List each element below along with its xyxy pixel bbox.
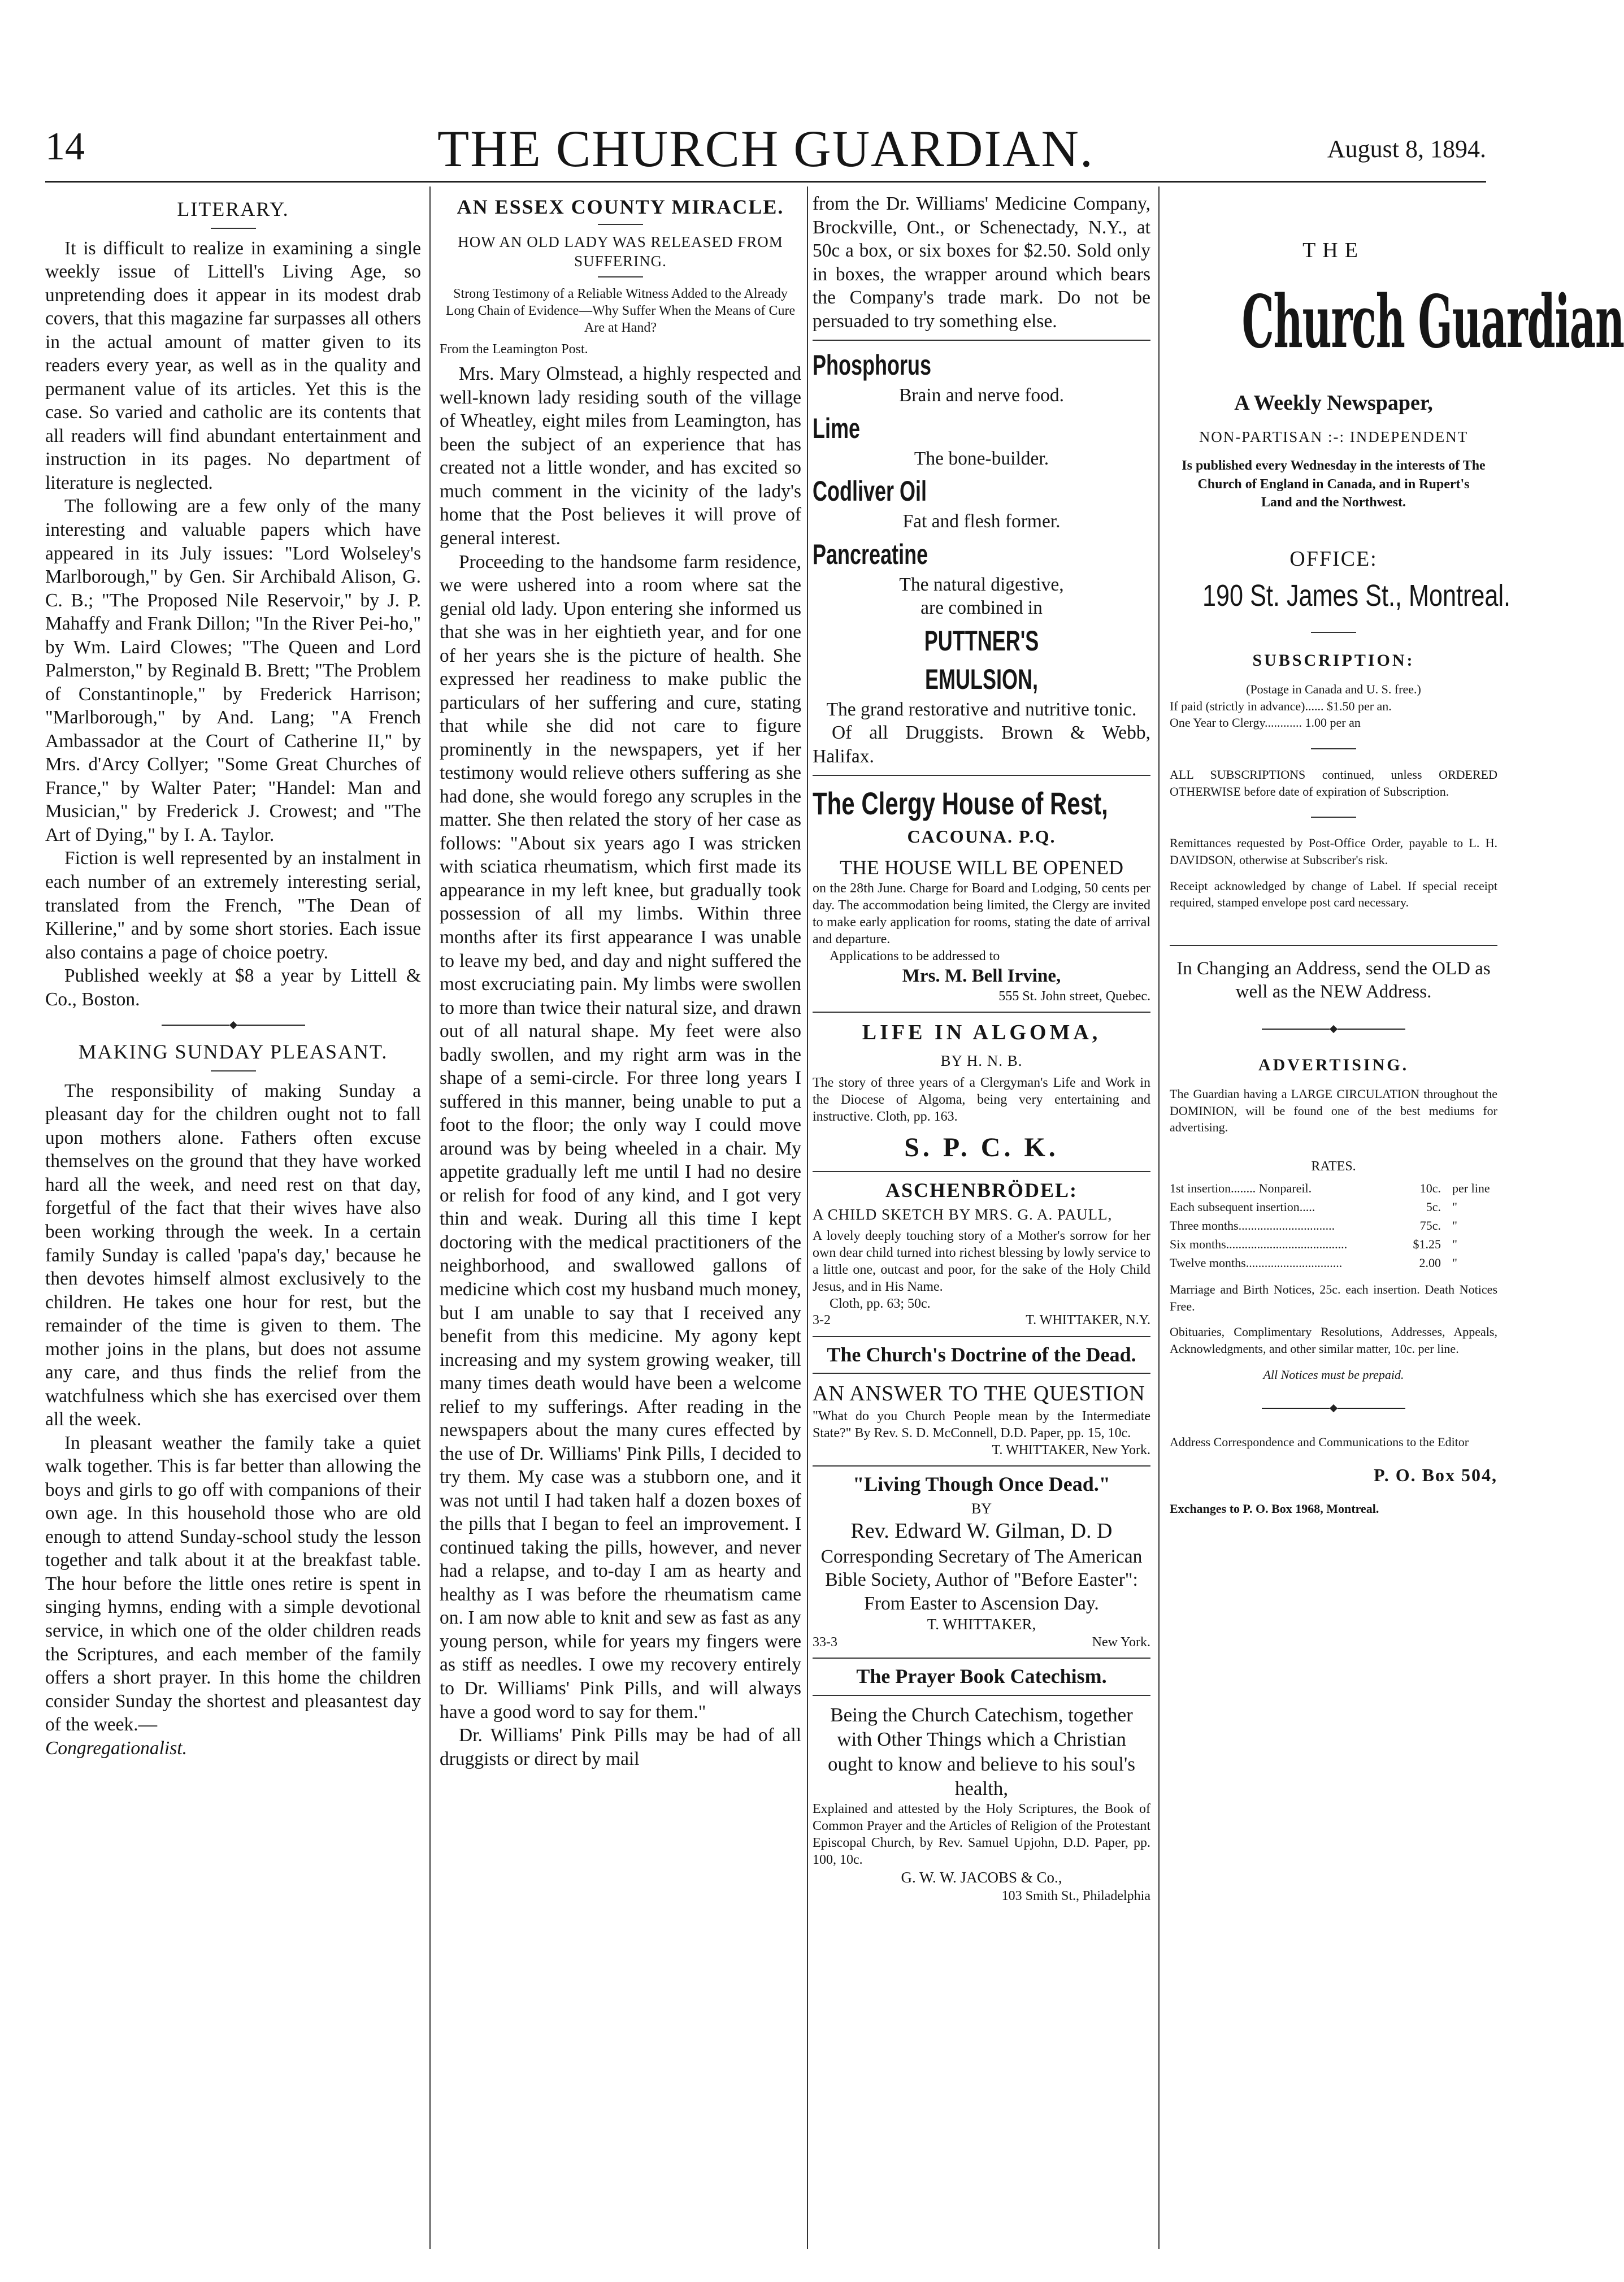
prayer-book-details: Explained and attested by the Holy Scriptures, the Book of Common Prayer and the Articles of Religion of the Protestant Episcopal Church, by Rev. Samuel Upjohn, D.D. Paper, pp. 100, 10c. — [813, 1802, 1150, 1868]
prayer-book-address: 103 Smith St., Philadelphia — [1001, 1888, 1150, 1903]
rates-table — [1170, 1179, 1497, 1272]
living-publisher: T. WHITTAKER, — [927, 1616, 1036, 1633]
section-title-literary: LITERARY. — [177, 198, 289, 220]
subscription-continuation: ALL SUBSCRIPTIONS continued, unless ORDERED OTHERWISE before date of expiration of Subscription. — [1170, 767, 1497, 799]
ad-text: The grand restorative and nutritive tonic. — [826, 699, 1137, 720]
ad-text: Of all Druggists. Brown & Webb, Halifax. — [813, 722, 1150, 767]
divider — [813, 1373, 1150, 1374]
ad-text: The natural digestive, — [899, 574, 1064, 595]
ornament-divider — [45, 1022, 421, 1028]
prayer-book-publisher: G. W. W. JACOBS & Co., — [901, 1869, 1062, 1886]
article-title: AN ESSEX COUNTY MIRACLE. — [457, 196, 784, 218]
office-label: OFFICE: — [1289, 546, 1378, 571]
section-title-sunday: MAKING SUNDAY PLEASANT. — [78, 1040, 388, 1064]
divider — [813, 1695, 1150, 1696]
rate-row: Each subsequent insertion..... 5c. " — [1170, 1199, 1457, 1214]
article-paragraph: In pleasant weather the family take a quiet walk together. This is far better than allowing the boys and girls to go off with companions of their own age. In this household those who are old enough to attend Sunday-school study the lesson together and talk about it at the breakfast table. The hour before the little ones retire is spent in singing hymns, ending with a simple devotional service, in which one of the older children reads the Scriptures, and each member of the family offers a short prayer. In this home the children consider Sunday the shortest and pleasantest day of the week.— — [45, 1432, 421, 1736]
clergy-house-contact: Mrs. M. Bell Irvine, — [902, 966, 1061, 987]
marriage-notices: Marriage and Birth Notices, 25c. each insertion. Death Notices Free. — [1170, 1282, 1497, 1313]
clergy-house-opening: THE HOUSE WILL BE OPENED — [840, 856, 1123, 879]
rates-title: RATES. — [1311, 1159, 1356, 1174]
issue-date: August 8, 1894. — [1327, 135, 1486, 163]
publication-statement: Is published every Wednesday in the interests of The Church of England in Canada, and in Rupert's Land and the Northwest. — [1182, 458, 1486, 510]
page-header — [45, 119, 1486, 186]
answer-body: "What do you Church People mean by the Intermediate State?" By Rev. S. D. McConnell, D.D. Paper, pp. 15, 10c. — [813, 1408, 1150, 1441]
article-paragraph: Fiction is well represented by an instalment in each number of an extremely interesting serial, translated from the French, "The Dean of Killerine," and by some short stories. Each issue also contains a page of choice poetry. — [45, 848, 421, 963]
column-literary — [45, 192, 421, 2249]
algoma-byline: BY H. N. B. — [940, 1052, 1023, 1070]
divider — [813, 1336, 1150, 1337]
office-address: 190 St. James St., Montreal. — [1202, 578, 1511, 613]
prepaid-note: All Notices must be prepaid. — [1263, 1367, 1404, 1382]
algoma-body: The story of three years of a Clergyman's Life and Work in the Diocese of Algoma, being very entertaining and instructive. Cloth, pp. 163. — [813, 1075, 1150, 1124]
divider — [813, 775, 1150, 776]
prayer-book-body: Being the Church Catechism, together with Other Things which a Christian ought to know and believe to his soul's health, — [828, 1703, 1135, 1800]
receipt-note: Receipt acknowledged by change of Label. If special receipt required, stamped envelope post card necessary. — [1170, 878, 1497, 910]
ad-text: Brain and nerve food. — [898, 385, 1065, 406]
obituaries-note: Obituaries, Complimentary Resolutions, Addresses, Appeals, Acknowledgments, and other similar matter, 10c. per line. — [1170, 1325, 1497, 1356]
article-paragraph: It is difficult to realize in examining a single weekly issue of Littell's Living Age, so unpretending does it appear in its modest drab covers, that this magazine far surpasses all others in the actual amount of matter given to its readers every year, as well as in the quality and permanent value of its articles. Yet this is the case. So varied and catholic are its contents that all readers will find abundant entertainment and instruction in its pages. No department of literature is neglected. — [45, 237, 421, 493]
rate-row: Three months............................... 75c. " — [1170, 1218, 1457, 1233]
divider — [1311, 632, 1356, 633]
answer-publisher: T. WHITTAKER, New York. — [992, 1442, 1150, 1457]
article-paragraph: Dr. Williams' Pink Pills may be had of all druggists or direct by mail — [440, 1725, 801, 1769]
article-source: From the Leamington Post. — [440, 342, 588, 357]
divider — [598, 224, 643, 225]
clergy-house-body: on the 28th June. Charge for Board and Lodging, 50 cents per day. The accommodation being limited, the Clergy are invited to make early application for rooms, stating the date of arrival and departure. — [813, 881, 1150, 947]
divider — [1311, 748, 1356, 749]
ad-emulsion: EMULSION, — [924, 663, 1039, 695]
subscription-rate: If paid (strictly in advance)...... $1.50 per an. — [1170, 699, 1392, 713]
clergy-house-apply: Applications to be addressed to — [830, 949, 1000, 964]
ad-number: 3-2 — [813, 1313, 831, 1328]
rate-row: Twelve months............................... 2.00 " — [1170, 1255, 1457, 1270]
masthead: THE CHURCH GUARDIAN. — [437, 120, 1094, 177]
ad-phosphorus: Phosphorus — [813, 349, 932, 381]
divider — [813, 340, 1150, 341]
article-paragraph: Proceeding to the handsome farm residence, we were ushered into a room where sat the genial old lady. Upon entering she informed us that she was in her eightieth year, and for one of her years she is the picture of health. She expressed her readiness to make public the particulars of her suffering and cure, stating that while she did not care to figure prominently in the newspapers, yet if her testimony would relieve others suffering as she had done, she would forego any scruples in the matter. She then related the story of her case as follows: "About six years ago I was stricken with sciatica rheumatism, which first made its appearance in my left knee, but gradually took possession of all my limbs. Within three months after its first appearance I was unable to leave my bed, and day and night suffered the most excruciating pain. My limbs were swollen to more than twice their natural size, and drawn out of all natural shape. My feet were also badly swollen, and my right arm was in the shape of a semi-circle. For three long years I suffered in this manner, being unable to put a foot to the floor; the only way I could move around was by being wheeled in a chair. My appetite gradually left me until I had no desire or relish for food of any kind, and I got very thin and weak. During all this time I kept doctoring with the medical practitioners of the neighborhood, and swallowed gallons of medicine which cost my husband much money, but I am unable to say that I received any benefit from this medicine. My agony kept increasing and my system growing weaker, till many times death would have been a welcome relief to my sufferings. After reading in the newspapers about the many cures effected by the use of Dr. Williams' Pink Pills, I decided to try them. My case was a stubborn one, and it was not until I had taken half a dozen boxes of the pills that I began to feel an improvement. I continued taking the pills, however, and never had a relapse, and to-day I am as hearty and healthy as I was before the rheumatism came on. I am now able to knit and sew as fast as any young person, while for years my fingers were as stiff as needles. I owe my recovery entirely to Dr. Williams' Pink Pills, and will always have a good word to say for them." — [440, 551, 801, 1723]
publisher-line — [813, 1634, 1150, 1651]
correspondence-note: Address Correspondence and Communications to the Editor — [1170, 1435, 1469, 1450]
publisher-line — [813, 1312, 1150, 1329]
aschenbrodel-body: A lovely deeply touching story of a Mother's sorrow for her own dear child turned into richest blessing by lowly service to a little one, outcast and poor, for the sake of the Holy Child Jesus, and in His Name. — [813, 1229, 1150, 1295]
column-church-guardian-info — [1170, 192, 1624, 2249]
article-continuation: from the Dr. Williams' Medicine Company, Brockville, Ont., or Schenectady, N.Y., at 50c a box, or six boxes for $2.50. Sold only in boxes, the wrapper around which bears the Company's trade mark. Do not be persuaded to try something else. — [813, 193, 1150, 332]
publisher-name: T. WHITTAKER, N.Y. — [1026, 1313, 1150, 1328]
article-paragraph: Mrs. Mary Olmstead, a highly respected and well-known lady residing south of the village of Wheatley, eight miles from Leamington, has been the subject of an experience that has created not a little wonder, and has excited so much comment in the vicinity of the lady's home that the Post believes it will prove of general interest. — [440, 363, 801, 549]
divider — [211, 228, 256, 229]
article-subtitle: HOW AN OLD LADY WAS RELEASED FROM SUFFERING. — [458, 233, 783, 270]
publisher-city: New York. — [1092, 1634, 1150, 1650]
nameplate-tagline: NON-PARTISAN :-: INDEPENDENT — [1199, 428, 1469, 445]
algoma-title: LIFE IN ALGOMA, — [862, 1021, 1101, 1045]
divider — [1311, 817, 1356, 818]
divider — [813, 1465, 1150, 1467]
article-deck: Strong Testimony of a Reliable Witness Added to the Already Long Chain of Evidence—Why Suffer When the Means of Cure Are at Hand? — [445, 287, 796, 336]
column-rule — [429, 186, 431, 2249]
living-title: "Living Though Once Dead." — [853, 1472, 1110, 1495]
divider — [813, 1171, 1150, 1172]
remittances-note: Remittances requested by Post-Office Order, payable to L. H. DAVIDSON, otherwise at Subscriber's risk. — [1170, 836, 1497, 867]
ad-lime: Lime — [813, 412, 861, 444]
ad-pancreatine: Pancreatine — [813, 538, 928, 570]
ornament-divider — [1170, 1405, 1497, 1411]
divider — [1170, 945, 1497, 946]
spck-label: S. P. C. K. — [904, 1132, 1059, 1162]
page-number: 14 — [45, 125, 85, 168]
ad-text: Fat and flesh former. — [902, 511, 1061, 532]
po-box: P. O. Box 504, — [1374, 1464, 1497, 1485]
advertising-body: The Guardian having a LARGE CIRCULATION throughout the DOMINION, will be found one of the best mediums for advertising. — [1170, 1087, 1497, 1135]
article-paragraph: The following are a few only of the many interesting and valuable papers which have appeared in its July issues: "Lord Wolseley's Marlborough," by Gen. Sir Archibald Alison, G. C. B.; "The Proposed Nile Reservoir," by J. P. Mahaffy and Frank Dillon; "In the River Pei-ho," by Wm. Laird Clowes; "The Queen and Lord Palmerston," by Reginald B. Brett; "The Problem of Constantinople," by Frederick Harrison; "Marlborough," by And. Lang; "A French Ambassador at the Court of Catherine II," by Mrs. d'Arcy Collyer; "Some Great Churches of France," by Walter Pater; "Handel: Man and Musician," by Frederick J. Crowest; and "The Art of Dying," by I. A. Taylor. — [45, 496, 421, 845]
answer-title: AN ANSWER TO THE QUESTION — [813, 1382, 1145, 1406]
ad-number: 33-3 — [813, 1634, 837, 1650]
subscription-postage: (Postage in Canada and U. S. free.) — [1246, 682, 1421, 696]
living-by: BY — [971, 1500, 992, 1517]
column-rule — [807, 186, 808, 2249]
nameplate-title: Church Guardian — [1241, 280, 1624, 365]
rate-row: Six months....................................... $1.25 " — [1170, 1237, 1457, 1251]
change-address-note: In Changing an Address, send the OLD as well as the NEW Address. — [1176, 958, 1491, 1002]
column-rule — [1158, 186, 1160, 2249]
article-paragraph: The responsibility of making Sunday a pleasant day for the children ought not to fall upon mothers alone. Fathers often excuse themselves on the ground that they have worked hard all the week, and need rest on that day, forgetful of the fact that their wives have also been working through the week. In a certain family Sunday is called 'papa's day,' because he then devotes himself almost exclusively to the children. He takes one hour for rest, but the remainder of the time is given to them. The mother joins in the plans, but does not assume any care, and thus finds the relief from the watchfulness which she has exercised over them all the week. — [45, 1080, 421, 1430]
aschenbrodel-title: ASCHENBRÖDEL: — [885, 1179, 1078, 1202]
ad-text: are combined in — [920, 597, 1043, 619]
ornament-divider — [1170, 1026, 1497, 1032]
clergy-house-address: 555 St. John street, Quebec. — [998, 989, 1150, 1004]
subscription-title: SUBSCRIPTION: — [1252, 650, 1415, 670]
divider — [813, 1658, 1150, 1659]
rate-row: 1st insertion........ Nonpareil. 10c. per line — [1170, 1181, 1490, 1195]
clergy-house-title: The Clergy House of Rest, — [813, 786, 1108, 822]
nameplate-subtitle: A Weekly Newspaper, — [1234, 391, 1433, 415]
ad-puttners: PUTTNER'S — [924, 624, 1039, 657]
living-author: Rev. Edward W. Gilman, D. D — [850, 1519, 1113, 1543]
ad-codliver: Codliver Oil — [813, 475, 927, 507]
exchanges-note: Exchanges to P. O. Box 1968, Montreal. — [1170, 1501, 1379, 1516]
article-paragraph: Published weekly at $8 a year by Littell & Co., Boston. — [45, 965, 421, 1010]
divider — [211, 1070, 256, 1071]
subscription-rate-clergy: One Year to Clergy............ 1.00 per an — [1170, 715, 1361, 730]
aschenbrodel-subtitle: A CHILD SKETCH BY MRS. G. A. PAULL, — [813, 1205, 1113, 1223]
aschenbrodel-price: Cloth, pp. 63; 50c. — [830, 1296, 931, 1312]
column-advertisements — [813, 192, 1150, 2249]
column-essex-miracle — [440, 192, 801, 2249]
nameplate-the: THE — [1302, 238, 1365, 262]
divider — [598, 276, 643, 277]
prayer-book-title: The Prayer Book Catechism. — [856, 1665, 1107, 1688]
living-role: Corresponding Secretary of The American Bible Society, Author of "Before Easter": From Easter to Ascension Day. — [820, 1546, 1143, 1614]
doctrine-title: The Church's Doctrine of the Dead. — [827, 1343, 1136, 1366]
advertising-title: ADVERTISING. — [1258, 1055, 1409, 1074]
article-source: Congregationalist. — [45, 1737, 187, 1759]
header-rule — [45, 181, 1486, 183]
ad-text: The bone-builder. — [914, 448, 1049, 469]
divider — [813, 1012, 1150, 1013]
clergy-house-place: CACOUNA. P.Q. — [907, 826, 1056, 847]
